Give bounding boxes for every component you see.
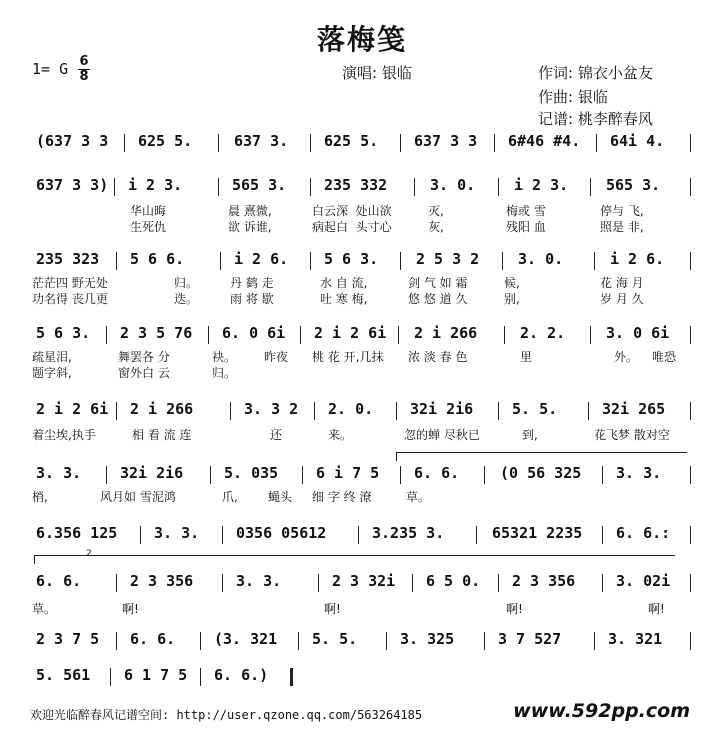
measure: 3. 3. xyxy=(154,524,200,542)
measure: 565 3. xyxy=(232,176,287,194)
lyricist-credit: 作词: 锦衣小盆友 xyxy=(538,64,653,82)
staff-row-5 xyxy=(0,400,724,422)
measure: 65321 2235 xyxy=(492,524,583,542)
lyric-segment: 生死仇 xyxy=(130,220,167,234)
measure: 64i 4. xyxy=(610,132,665,150)
key-signature: 1= G xyxy=(32,60,69,78)
lyric-segment: 忽的蝉 尽秋已 xyxy=(404,428,480,442)
measure: 235 332 xyxy=(324,176,388,194)
bar-line xyxy=(298,632,299,650)
lyric-segment: 啊! xyxy=(506,602,523,616)
volta-bracket-1 xyxy=(396,452,687,461)
staff-row-2 xyxy=(0,176,724,198)
footer-site-logo: www.592pp.com xyxy=(513,700,690,722)
measure: (0 56 325 xyxy=(500,464,582,482)
lyric-line-r3b xyxy=(0,364,724,380)
lyric-segment: 功名得 丧几更 xyxy=(32,292,108,306)
bar-line xyxy=(310,178,311,196)
bar-line xyxy=(494,134,495,152)
composer-credit: 作曲: 银临 xyxy=(538,88,608,106)
lyric-segment: 题字斜, xyxy=(32,366,72,380)
volta-bracket-2 xyxy=(34,555,675,564)
measure: 6 1 7 5 xyxy=(124,666,188,684)
bar-line xyxy=(690,326,691,344)
bar-line xyxy=(310,134,311,152)
measure: 5 6 3. xyxy=(324,250,379,268)
bar-line xyxy=(690,526,691,544)
bar-line xyxy=(690,466,691,484)
lyric-segment: 雨 将 歇 xyxy=(230,292,274,306)
measure: 2 3 32i xyxy=(332,572,396,590)
measure: i 2 6. xyxy=(234,250,289,268)
lyric-segment: 花飞梦 散对空 xyxy=(594,428,670,442)
lyric-line-r6 xyxy=(0,600,724,616)
bar-line xyxy=(116,574,117,592)
measure: 5. 035 xyxy=(224,464,279,482)
measure: 3. 0 6i xyxy=(606,324,670,342)
measure: 2 i 2 6i xyxy=(314,324,387,342)
lyric-line-r3a xyxy=(0,348,724,364)
lyric-line-r5 xyxy=(0,488,724,504)
measure: 3. 3 2 xyxy=(244,400,299,418)
lyric-segment: 华山晦 xyxy=(130,204,167,218)
measure: 2 5 3 2 xyxy=(416,250,480,268)
transcriber-credit: 记谱: 桃李醉春风 xyxy=(538,110,653,128)
measure: 637 3. xyxy=(234,132,289,150)
measure: 6. 6.) xyxy=(214,666,269,684)
lyric-segment: 到, xyxy=(522,428,538,442)
lyric-line-r4 xyxy=(0,426,724,442)
measure: 3. 3. xyxy=(236,572,282,590)
lyric-segment: 啊! xyxy=(648,602,665,616)
lyric-segment: 蝇头 xyxy=(268,490,293,504)
lyric-segment: 候, xyxy=(504,276,520,290)
lyric-segment: 草。 xyxy=(32,602,57,616)
bar-line xyxy=(484,632,485,650)
lyric-segment: 丹 鹤 走 xyxy=(230,276,274,290)
lyric-segment: 里 xyxy=(520,350,533,364)
bar-line xyxy=(414,178,415,196)
lyric-segment: 外。 xyxy=(614,350,639,364)
bar-line xyxy=(110,668,111,686)
measure: 625 5. xyxy=(138,132,193,150)
measure: 3. 325 xyxy=(400,630,455,648)
measure: 6 5 0. xyxy=(426,572,481,590)
lyric-segment: 病起白 头寸心 xyxy=(312,220,392,234)
meter-top: 6 xyxy=(79,54,89,69)
lyric-segment: 归。 xyxy=(212,366,237,380)
lyric-segment: 爪, xyxy=(222,490,238,504)
lyric-segment: 桃 花 开,几抹 xyxy=(312,350,384,364)
measure: 3. 0. xyxy=(518,250,564,268)
measure: 2 3 356 xyxy=(130,572,194,590)
measure: 637 3 3) xyxy=(36,176,109,194)
bar-line xyxy=(502,252,503,270)
bar-line xyxy=(400,134,401,152)
lyric-segment: 白云深 处山欲 xyxy=(312,204,392,218)
bar-line xyxy=(504,326,505,344)
bar-line xyxy=(594,252,595,270)
lyric-segment: 停与 飞, xyxy=(600,204,644,218)
meter-bottom: 8 xyxy=(79,69,89,84)
time-signature xyxy=(78,56,90,83)
measure: 6#46 #4. xyxy=(508,132,581,150)
measure: 6. 6. xyxy=(36,572,82,590)
measure: 565 3. xyxy=(606,176,661,194)
bar-line xyxy=(140,526,141,544)
staff-row-10 xyxy=(0,666,724,688)
bar-line xyxy=(484,466,485,484)
measure: 2. 2. xyxy=(520,324,566,342)
bar-line xyxy=(590,178,591,196)
measure: 5. 5. xyxy=(312,630,358,648)
bar-line xyxy=(498,178,499,196)
measure: 3. 3. xyxy=(36,464,82,482)
bar-line xyxy=(220,252,221,270)
bar-line xyxy=(114,178,115,196)
lyric-segment: 悠 悠 道 久 xyxy=(408,292,468,306)
measure: 6 i 7 5 xyxy=(316,464,380,482)
bar-line xyxy=(200,632,201,650)
lyric-segment: 照是 非, xyxy=(600,220,644,234)
bar-line xyxy=(116,402,117,420)
lyric-segment: 吐 寒 梅, xyxy=(320,292,368,306)
bar-line xyxy=(222,526,223,544)
bar-line xyxy=(290,668,293,686)
bar-line xyxy=(690,178,691,196)
bar-line xyxy=(310,252,311,270)
measure: 2 3 356 xyxy=(512,572,576,590)
measure: 3. 321 xyxy=(608,630,663,648)
lyric-segment: 欲 诉谁, xyxy=(228,220,272,234)
lyric-segment: 昨夜 xyxy=(264,350,289,364)
bar-line xyxy=(398,326,399,344)
lyric-segment: 迭。 xyxy=(174,292,199,306)
measure: 2 i 2 6i xyxy=(36,400,109,418)
lyric-segment: 剑 气 如 霜 xyxy=(408,276,468,290)
lyric-segment: 唯恐 xyxy=(652,350,677,364)
lyric-segment: 别, xyxy=(504,292,520,306)
lyric-segment: 来。 xyxy=(328,428,353,442)
bar-line xyxy=(358,526,359,544)
bar-line xyxy=(396,402,397,420)
measure: 3 7 527 xyxy=(498,630,562,648)
lyric-segment: 细 字 终 潦 xyxy=(312,490,372,504)
bar-line xyxy=(690,252,691,270)
lyric-segment: 窗外白 云 xyxy=(118,366,170,380)
lyric-segment: 啊! xyxy=(122,602,139,616)
bar-line xyxy=(314,402,315,420)
measure: 3. 0. xyxy=(430,176,476,194)
lyric-line-r2a xyxy=(0,274,724,290)
bar-line xyxy=(302,466,303,484)
measure: 5 6 6. xyxy=(130,250,185,268)
measure: 5. 561 xyxy=(36,666,91,684)
measure: i 2 6. xyxy=(610,250,665,268)
bar-line xyxy=(690,402,691,420)
bar-line xyxy=(588,402,589,420)
measure: (3. 321 xyxy=(214,630,278,648)
lyric-segment: 灰, xyxy=(428,220,444,234)
lyric-segment: 舞罢各 分 xyxy=(118,350,170,364)
lyric-line-r1a xyxy=(0,202,724,218)
lyric-segment: 草。 xyxy=(406,490,431,504)
staff-row-8 xyxy=(0,572,724,594)
bar-line xyxy=(218,134,219,152)
measure: 3. 3. xyxy=(616,464,662,482)
measure: 3. 02i xyxy=(616,572,671,590)
bar-line xyxy=(590,326,591,344)
bar-line xyxy=(602,526,603,544)
measure: 6. 6.: xyxy=(616,524,671,542)
measure: 625 5. xyxy=(324,132,379,150)
measure: i 2 3. xyxy=(128,176,183,194)
bar-line xyxy=(594,632,595,650)
measure: 2 3 5 76 xyxy=(120,324,193,342)
measure: 32i 2i6 xyxy=(410,400,474,418)
lyric-segment: 着尘埃,执手 xyxy=(32,428,96,442)
lyric-line-r1b xyxy=(0,218,724,234)
bar-line xyxy=(222,574,223,592)
measure: 3.235 3. xyxy=(372,524,445,542)
staff-row-7 xyxy=(0,524,724,546)
bar-line xyxy=(218,178,219,196)
bar-line xyxy=(412,574,413,592)
lyric-segment: 晨 熹微, xyxy=(228,204,272,218)
bar-line xyxy=(602,466,603,484)
lyric-segment: 疏星泪, xyxy=(32,350,72,364)
measure: 6. 0 6i xyxy=(222,324,286,342)
bar-line xyxy=(596,134,597,152)
lyric-segment: 岁 月 久 xyxy=(600,292,644,306)
lyric-segment: 残阳 血 xyxy=(506,220,546,234)
bar-line xyxy=(106,326,107,344)
bar-line xyxy=(230,402,231,420)
lyric-segment: 水 自 流, xyxy=(320,276,368,290)
measure: 6.356 125 xyxy=(36,524,118,542)
lyric-segment: 啊! xyxy=(324,602,341,616)
bar-line xyxy=(124,134,125,152)
singer-credit: 演唱: 银临 xyxy=(342,64,412,82)
measure: 0356 05612 xyxy=(236,524,327,542)
lyric-segment: 茫茫四 野无处 xyxy=(32,276,108,290)
lyric-line-r2b xyxy=(0,290,724,306)
bar-line xyxy=(210,466,211,484)
bar-line xyxy=(200,668,201,686)
measure: 235 323 xyxy=(36,250,100,268)
measure: 2 i 266 xyxy=(130,400,194,418)
measure: 5. 5. xyxy=(512,400,558,418)
bar-line xyxy=(318,574,319,592)
measure: 5 6 3. xyxy=(36,324,91,342)
bar-line xyxy=(690,574,691,592)
bar-line xyxy=(300,326,301,344)
staff-row-9 xyxy=(0,630,724,652)
bar-line xyxy=(116,252,117,270)
bar-line xyxy=(690,632,691,650)
bar-line xyxy=(498,574,499,592)
measure: i 2 3. xyxy=(514,176,569,194)
lyric-segment: 风月如 雪泥鸿 xyxy=(100,490,176,504)
lyric-segment: 相 看 流 连 xyxy=(132,428,192,442)
measure: 32i 265 xyxy=(602,400,666,418)
measure: 6. 6. xyxy=(130,630,176,648)
staff-row-3 xyxy=(0,250,724,272)
volta-number: 2 xyxy=(86,549,92,559)
measure: 2 3 7 5 xyxy=(36,630,100,648)
lyric-segment: 袂。 xyxy=(212,350,237,364)
lyric-segment: 梅或 雪 xyxy=(506,204,546,218)
measure: 2 i 266 xyxy=(414,324,478,342)
measure: 2. 0. xyxy=(328,400,374,418)
bar-line xyxy=(400,466,401,484)
bar-line xyxy=(106,466,107,484)
measure: (637 3 3 xyxy=(36,132,109,150)
measure: 32i 2i6 xyxy=(120,464,184,482)
bar-line xyxy=(386,632,387,650)
bar-line xyxy=(116,632,117,650)
footer-welcome: 欢迎光临醉春风记谱空间: http://user.qzone.qq.com/563264185 xyxy=(30,708,423,722)
song-title: 落梅笺 xyxy=(316,23,407,56)
staff-row-4 xyxy=(0,324,724,346)
bar-line xyxy=(498,402,499,420)
bar-line xyxy=(400,252,401,270)
staff-row-1 xyxy=(0,132,724,154)
staff-row-6 xyxy=(0,464,724,486)
lyric-segment: 灭, xyxy=(428,204,444,218)
bar-line xyxy=(476,526,477,544)
bar-line xyxy=(602,574,603,592)
lyric-segment: 归。 xyxy=(174,276,199,290)
lyric-segment: 花 海 月 xyxy=(600,276,644,290)
lyric-segment: 还 xyxy=(270,428,283,442)
lyric-segment: 浓 淡 春 色 xyxy=(408,350,468,364)
bar-line xyxy=(208,326,209,344)
lyric-segment: 梢, xyxy=(32,490,48,504)
measure: 6. 6. xyxy=(414,464,460,482)
bar-line xyxy=(690,134,691,152)
measure: 637 3 3 xyxy=(414,132,478,150)
